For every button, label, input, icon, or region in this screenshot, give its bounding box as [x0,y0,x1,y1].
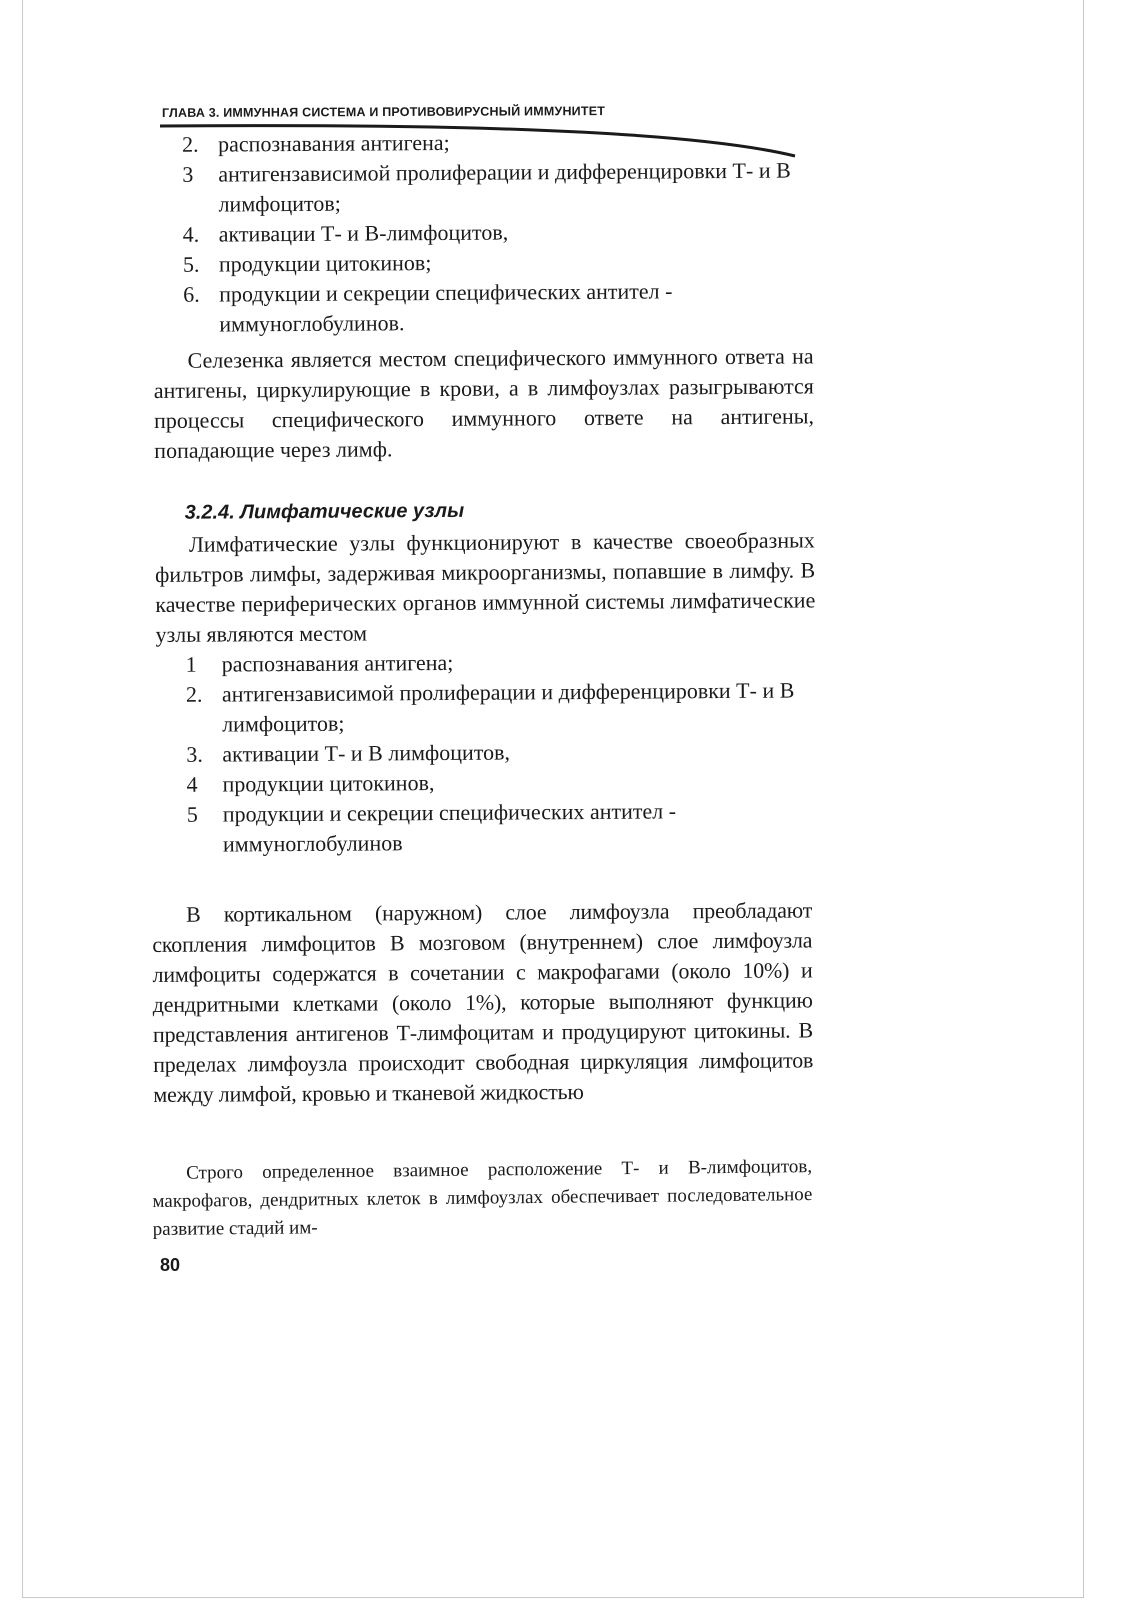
page-number: 80 [160,1255,181,1275]
section-title: 3.2.4. Лимфатические узлы [184,499,465,524]
list-text: продукции и секреции специфических антител - иммуноглобулинов. [219,278,673,337]
list-item [152,125,812,160]
text-block-top [152,125,817,860]
list-text: активации Т- и В-лимфоцитов, [218,219,509,247]
list-number: 5 [186,801,198,827]
spleen-function-list [152,125,813,340]
spleen-paragraph: Селезенка является местом специфического иммунного ответа на антигены, циркулирующие в крови, а в лимфоузлах разыгрываются процессы специфического иммунного ответе на антигены, попадающие через лимф. [153,343,815,463]
list-text: распознавания антигена; [221,649,454,677]
list-item [156,765,816,800]
list-item [156,675,816,740]
list-text: продукции цитокинов, [222,770,435,797]
text-block-final [152,1153,813,1244]
list-text: антигензависимой пролиферации и дифференцировки Т- и В лимфоцитов; [218,157,791,217]
running-head: ГЛАВА 3. ИММУННАЯ СИСТЕМА И ПРОТИВОВИРУСНЫЙ ИММУНИТЕТ [162,104,606,120]
section-intro-paragraph: Лимфатические узлы функционируют в качестве своеобразных фильтров лимфы, задерживая микроорганизмы, попавшие в лимфу. В качестве периферических органов иммунной системы лимфатические узлы являются местом [155,527,816,647]
list-item [153,215,813,250]
list-text: активации Т- и В лимфоцитов, [222,739,511,767]
list-number: 2. [182,131,199,157]
list-text: продукции цитокинов; [218,250,432,277]
list-item [153,275,813,340]
list-number: 1 [185,651,197,677]
list-item [153,245,813,280]
list-item [157,795,817,860]
list-item [156,735,816,770]
list-number: 2. [185,681,203,707]
list-number: 4. [182,221,200,247]
lymph-node-function-list [156,645,817,860]
list-text: антигензависимой пролиферации и дифференцировки Т- и В лимфоцитов; [221,677,795,737]
text-block-cortex [152,895,813,1110]
list-number: 6. [183,281,200,307]
list-number: 4 [186,771,198,797]
list-item [152,155,812,220]
list-text: распознавания антигена; [218,129,450,157]
cortex-paragraph: В кортикальном (наружном) слое лимфоузла преобладают скопления лимфоцитов В мозговом (внутреннем) слое лимфоузла лимфоциты содержатся в сочетании с макрофагами (около 10%) и дендритными клетками (около 1%), которые выполняют функцию представления антигенов Т-лимфоцитам и продуцируют цитокины. В пределах лимфоузла происходит свободная циркуляция лимфоцитов между лимфой, кровью и тканевой жидкостью [152,897,814,1107]
final-paragraph: Строго определенное взаимное расположение Т- и В-лимфоцитов, макрофагов, дендритных клеток в лимфоузлах обеспечивает последовательное развитие стадий им- [152,1156,813,1240]
list-number: 3. [186,741,203,767]
list-text: продукции и секреции специфических антител - иммуноглобулинов [222,798,677,857]
list-number: 5. [182,251,200,277]
list-item [156,645,816,680]
list-number: 3 [182,161,194,187]
